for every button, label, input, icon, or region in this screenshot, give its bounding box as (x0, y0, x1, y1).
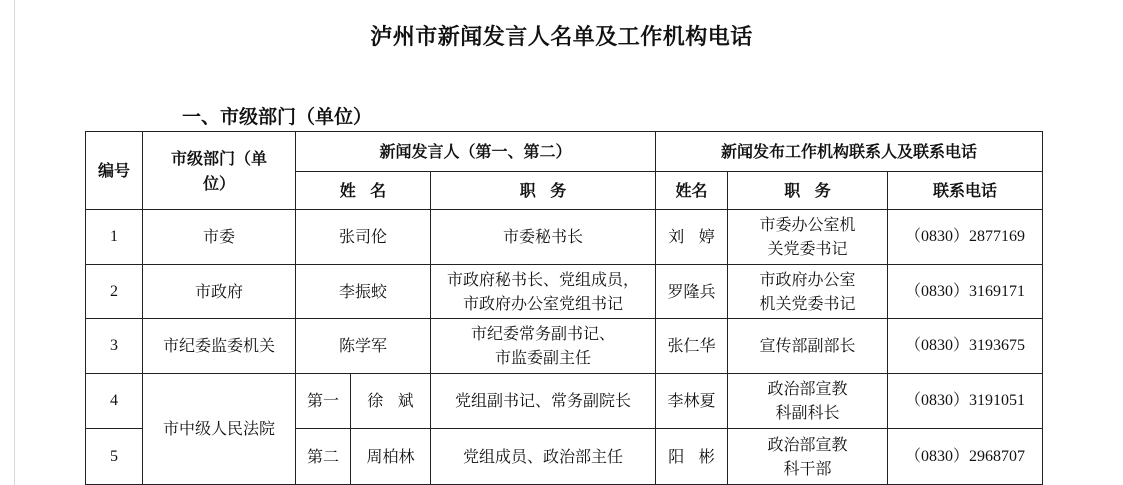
spokesperson-position (431, 319, 656, 374)
department-cell: 市纪委监委机关 (143, 319, 296, 374)
department-cell: 市政府 (143, 265, 296, 319)
spokesperson-name-text: 徐斌 (367, 391, 429, 410)
spokesperson-rank: 第二 (296, 429, 351, 485)
contact-position: 宣传部副部长 (728, 319, 888, 374)
header-number: 编号 (86, 132, 143, 210)
contact-phone: （0830）3169171 (888, 265, 1043, 319)
row-number: 5 (86, 429, 143, 485)
department-cell: 市委 (143, 210, 296, 265)
spokesperson-name: 李振蛟 (296, 265, 431, 319)
contact-position (728, 374, 888, 429)
contact-position (728, 210, 888, 265)
contact-name: 罗隆兵 (656, 265, 728, 319)
contact-position (728, 265, 888, 319)
row-number: 4 (86, 374, 143, 429)
contact-phone: （0830）3191051 (888, 374, 1043, 429)
header-spokesperson-name-text: 姓名 (339, 180, 401, 200)
spokesperson-position: 市委秘书长 (431, 210, 656, 265)
table-row (86, 374, 1043, 429)
row-number: 2 (86, 265, 143, 319)
contact-name (656, 210, 728, 265)
spokesperson-name (351, 374, 431, 429)
spokesperson-name: 周柏林 (351, 429, 431, 485)
header-spokesperson-name (296, 172, 431, 210)
contact-name-text: 刘婷 (668, 227, 730, 246)
table-row (86, 319, 1043, 374)
header-spokesperson-group: 新闻发言人（第一、第二） (296, 132, 656, 172)
spokesperson-table (85, 131, 1043, 485)
contact-position-text: 政治部宣教科干部 (767, 434, 848, 478)
contact-position-text: 市委办公室机关党委书记 (759, 215, 856, 258)
spokesperson-rank: 第一 (296, 374, 351, 429)
contact-name-text: 阳彬 (668, 446, 730, 466)
contact-name: 李林夏 (656, 374, 728, 429)
contact-name: 张仁华 (656, 319, 728, 374)
header-spokesperson-position-text: 职务 (519, 180, 581, 200)
page-edge-line (14, 0, 15, 485)
contact-position (728, 429, 888, 485)
header-contact-name: 姓名 (656, 172, 728, 210)
spokesperson-position (431, 265, 656, 319)
department-cell: 市中级人民法院 (143, 374, 296, 485)
row-number: 3 (86, 319, 143, 374)
contact-phone: （0830）3193675 (888, 319, 1043, 374)
contact-phone: （0830）2877169 (888, 210, 1043, 265)
header-contact-position-text: 职务 (784, 180, 846, 200)
contact-phone: （0830）2968707 (888, 429, 1043, 485)
contact-name (656, 429, 728, 485)
header-row-top (86, 132, 1043, 172)
header-contact-group: 新闻发布工作机构联系人及联系电话 (656, 132, 1043, 172)
header-department-text: 市级部门（单位） (171, 148, 268, 193)
spokesperson-position-text: 市纪委常务副书记、市监委副主任 (470, 324, 615, 367)
spokesperson-name: 张司伦 (296, 210, 431, 265)
document-title: 泸州市新闻发言人名单及工作机构电话 (370, 25, 753, 50)
contact-position-text: 政治部宣教科副科长 (767, 379, 848, 422)
table-row (86, 265, 1043, 319)
spokesperson-name: 陈学军 (296, 319, 431, 374)
row-number: 1 (86, 210, 143, 265)
contact-position-text: 市政府办公室机关党委书记 (759, 269, 856, 313)
header-department (143, 132, 296, 210)
spokesperson-position: 党组副书记、常务副院长 (431, 374, 656, 429)
table-row (86, 210, 1043, 265)
section-heading: 一、市级部门（单位） (182, 106, 373, 128)
header-contact-phone: 联系电话 (888, 172, 1043, 210)
header-spokesperson-position (431, 172, 656, 210)
header-contact-position (728, 172, 888, 210)
spokesperson-position: 党组成员、政治部主任 (431, 429, 656, 485)
spokesperson-position-text: 市政府秘书长、党组成员，市政府办公室党组书记 (446, 269, 639, 313)
